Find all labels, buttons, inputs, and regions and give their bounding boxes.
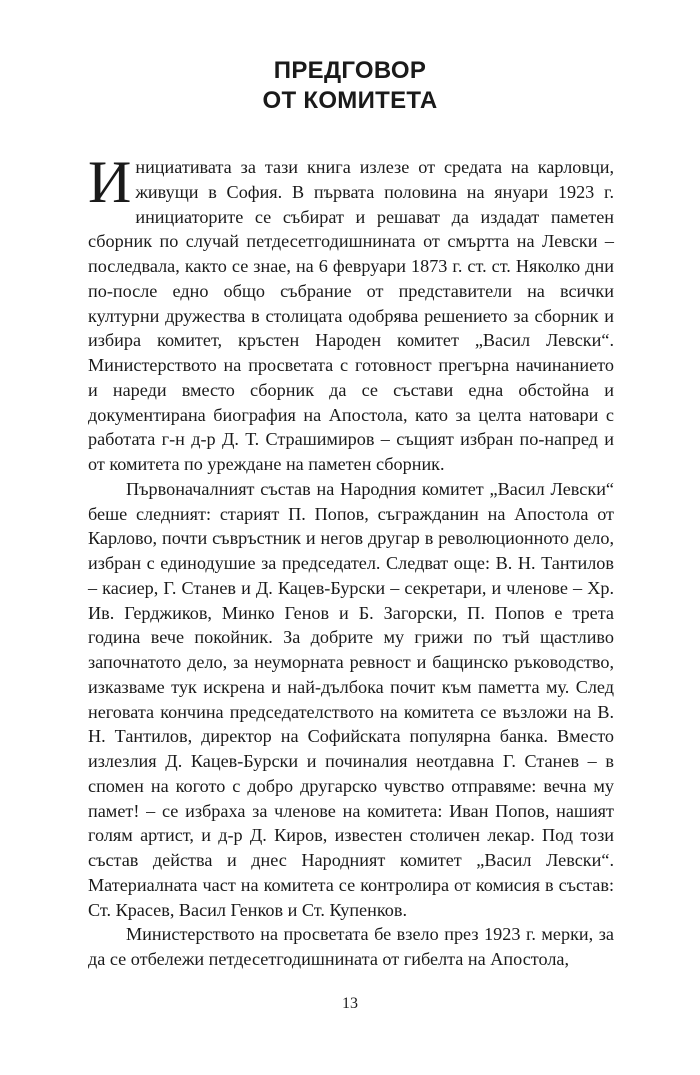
title-line-2: ОТ КОМИТЕТА [262,87,438,114]
page-title [0,56,700,116]
paragraph-1-text: нициативата за тази книга излезе от средата на карловци, живущи в София. В първата половина на януари 1923 г. инициаторите се събират и решават да издадат паметен сборник по случай петдесетгодишнината от смъртта на Левски – последвала, както се знае, на 6 февруари 1873 г. ст. ст. Няколко дни по-после едно общо събрание от представители на всички културни дружества в столицата одобрява решението за сборник и избира комитет, кръстен Народен комитет „Васил Левски“. Министерството на просветата с готовност прегърна начинанието и нареди вместо сборник да се състави една обстойна и документирана биография на Апостола, като за целта натовари с работата г-н д-р Д. Т. Страшимиров – същият избран по-напред и от комитета по уреждане на паметен сборник. [88,157,614,474]
paragraph-3: Министерството на просветата бе взело през 1923 г. мерки, за да се отбележи петдесетгодишнината от гибелта на Апостола, [88,924,614,969]
drop-cap: И [88,149,132,215]
paragraph-1 [88,149,614,477]
body-text [88,149,614,972]
title-line-1: ПРЕДГОВОР [273,57,427,84]
paragraph-2: Първоначалният състав на Народния комитет „Васил Левски“ беше следният: старият П. Попов, съгражданин на Апостола от Карлово, почти съвръстник и негов другар в революционното дело, избран с единодушие за председател. Следват още: В. Н. Тантилов – касиер, Г. Станев и Д. Кацев-Бурски – секретари, и членове – Хр. Ив. Герджиков, Минко Генов и Б. Загорски, П. Попов е трета година вече покойник. За добрите му грижи по тъй щастливо започнатото дело, за неуморната ревност и бащинско ръководство, изказваме тук искрена и най-дълбока почит към паметта му. След неговата кончина председателството на комитета се възложи на В. Н. Тантилов, директор на Софийската популярна банка. Вместо излезлия Д. Кацев-Бурски и починалия неотдавна Г. Станев – в спомен на когото с добро другарско чувство отправяме: вечна му памет! – се избраха за членове на комитета: Иван Попов, нашият голям артист, и д-р Д. Киров, известен столичен лекар. Под този състав действа и днес Народният комитет „Васил Левски“. Материалната част на комитета се контролира от комисия в състав: Ст. Красев, Васил Генков и Ст. Купенков. [88,478,614,920]
page-number: 13 [342,995,358,1012]
